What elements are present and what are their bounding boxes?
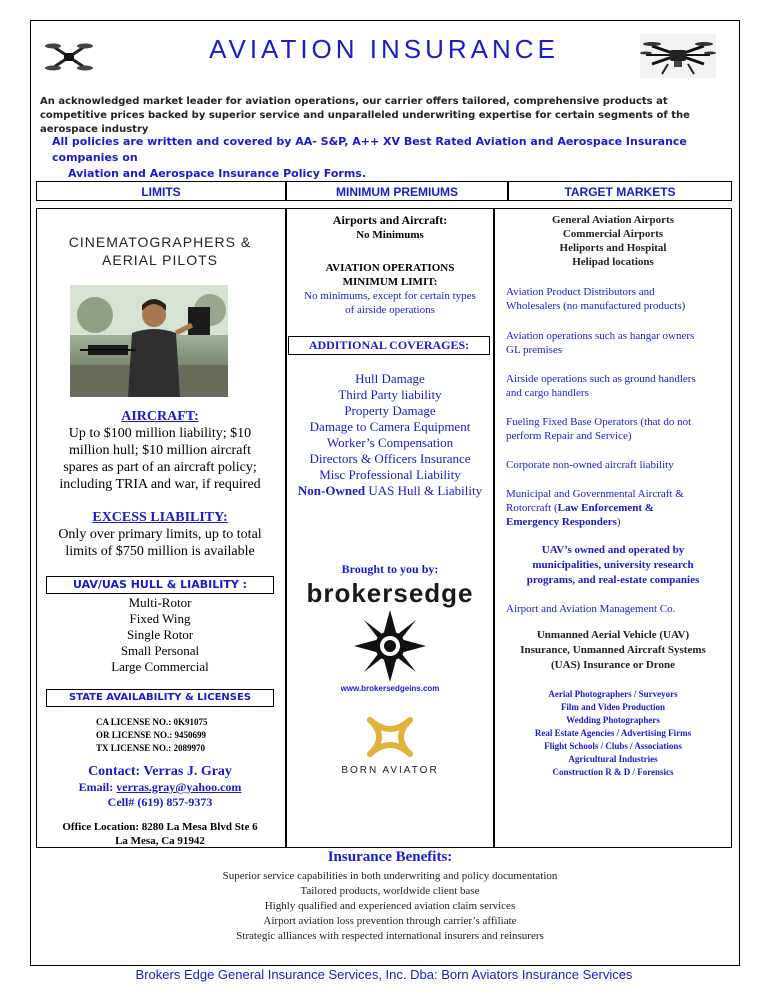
cinema-line-2: AERIAL PILOTS [102, 252, 218, 268]
airports-sub: No Minimums [356, 229, 424, 241]
market-item [506, 285, 732, 313]
benefits-title: Insurance Benefits: [327, 849, 453, 865]
license-item: TX LICENSE NO.: 2089970 [96, 743, 206, 753]
policy-statement [52, 134, 732, 182]
unmanned-line: Unmanned Aerial Vehicle (UAV) [536, 629, 690, 641]
aircraft-title: AIRCRAFT: [121, 409, 199, 424]
uav-title-box [46, 576, 274, 594]
photo-line: Flight Schools / Clubs / Associations [544, 741, 682, 751]
photo-line: Film and Video Production [560, 702, 666, 712]
ga-line: Commercial Airports [562, 228, 664, 240]
additional-coverages-title: ADDITIONAL COVERAGES: [308, 338, 470, 352]
uav-list [46, 595, 274, 675]
unmanned-section [498, 628, 728, 673]
ga-section [498, 213, 728, 269]
uavs-owned [498, 543, 728, 588]
aircraft-section [40, 408, 280, 493]
nonowned-bold: Non-Owned [297, 483, 366, 498]
market-item [506, 458, 732, 472]
coverage-item: Worker’s Compensation [326, 435, 454, 450]
email-label: Email: [78, 780, 114, 794]
email-link[interactable]: verras.gray@yahoo.com [116, 780, 242, 794]
state-title: STATE AVAILABILITY & LICENSES [68, 692, 252, 703]
market-line: perform Repair and Service) [506, 430, 632, 442]
header-premiums [286, 181, 508, 201]
office-line-1: Office Location: 8280 La Mesa Blvd Ste 6 [62, 821, 258, 833]
born-aviator-logo-icon [362, 712, 418, 762]
office-line-2: La Mesa, Ca 91942 [115, 835, 205, 847]
coverage-list [288, 371, 492, 499]
header-markets [508, 181, 732, 201]
header-limits [36, 181, 286, 201]
ga-line: Heliports and Hospital [559, 242, 667, 254]
excess-line: Only over primary limits, up to total [58, 527, 262, 542]
muni-line-3-post: ) [616, 516, 621, 528]
license-item: OR LICENSE NO.: 9450699 [96, 730, 207, 740]
drone-photo [640, 34, 716, 78]
contact-cell: Cell# (619) 857-9373 [107, 795, 213, 809]
excess-title: EXCESS LIABILITY: [92, 510, 228, 525]
uavs-line: UAV’s owned and operated by [541, 544, 685, 556]
coverage-item: Damage to Camera Equipment [309, 419, 471, 434]
market-line: Aviation operations such as hangar owners [506, 330, 695, 342]
market-line: Wholesalers (no manufactured products) [506, 300, 686, 312]
excess-line: limits of $750 million is available [65, 544, 255, 559]
benefit-item: Airport aviation loss prevention through carrier’s affiliate [263, 915, 517, 927]
brokersedge-logo: brokersedge [306, 578, 474, 608]
muni-line-2-pre: Rotorcraft ( [506, 502, 558, 514]
pilot-image [70, 285, 228, 397]
benefit-item: Superior service capabilities in both underwriting and policy documentation [222, 870, 558, 882]
license-item: CA LICENSE NO.: 0K91075 [96, 717, 208, 727]
photo-line: Agricultural Industries [568, 754, 658, 764]
cinema-line-1: CINEMATOGRAPHERS & [68, 234, 252, 250]
airport-mgmt: Airport and Aviation Management Co. [506, 603, 676, 615]
coverage-item: Third Party liability [338, 387, 442, 402]
contact-email-row [40, 780, 280, 795]
aircraft-line: including TRIA and war, if required [59, 477, 261, 492]
uavs-line: municipalities, university research [532, 559, 694, 571]
uav-item: Small Personal [120, 643, 200, 658]
header-markets-label: TARGET MARKETS [564, 185, 676, 199]
coverage-item: Hull Damage [355, 371, 425, 386]
muni-line-2-bold: Law Enforcement & [557, 502, 654, 514]
photographers-list [498, 688, 728, 779]
sun-logo-icon [354, 610, 426, 682]
born-aviator-logo-text: BORN AVIATOR [341, 765, 439, 776]
muni-line-2 [506, 501, 732, 515]
excess-section [40, 509, 280, 560]
state-title-box [46, 689, 274, 707]
municipal-item [506, 487, 732, 529]
market-line: and cargo handlers [506, 387, 589, 399]
nonowned-rest: UAS Hull & Liability [365, 483, 483, 498]
aircraft-line: Up to $100 million liability; $10 [68, 426, 252, 441]
additional-coverages-box [288, 336, 490, 355]
market-line: GL premises [506, 344, 563, 356]
cinema-heading [40, 233, 280, 269]
page-title: AVIATION INSURANCE [209, 34, 559, 64]
ops-line: No minimums, except for certain types [304, 290, 476, 302]
market-item [506, 329, 732, 357]
aircraft-line: million hull; $10 million aircraft [69, 443, 251, 458]
market-line: Aviation Product Distributors and [506, 286, 655, 298]
benefit-item: Tailored products, worldwide client base [300, 885, 480, 897]
header-premiums-label: MINIMUM PREMIUMS [336, 185, 458, 199]
uav-item: Single Rotor [126, 627, 194, 642]
photo-line: Real Estate Agencies / Advertising Firms [534, 728, 692, 738]
ops-title-2: MINIMUM LIMIT: [342, 276, 438, 288]
coverage-item: Misc Professional Liability [319, 467, 461, 482]
benefit-item: Highly qualified and experienced aviation claim services [264, 900, 516, 912]
footer-company: Brokers Edge General Insurance Services, Inc. Dba: Born Aviators Insurance Services [135, 967, 633, 982]
airports-title: Airports and Aircraft: [332, 213, 448, 227]
unmanned-line: Insurance, Unmanned Aircraft Systems [520, 644, 706, 656]
policy-line-1: All policies are written and covered by AA- S&P, A++ XV Best Rated Aviation and Aerospace Insurance companies on [52, 135, 687, 164]
market-line: Corporate non-owned aircraft liability [506, 459, 674, 471]
market-line: Airside operations such as ground handlers [506, 373, 696, 385]
contact-name: Contact: Verras J. Gray [88, 764, 232, 779]
market-line: Fueling Fixed Base Operators (that do not [506, 416, 692, 428]
benefits-list [150, 869, 630, 944]
benefit-item: Strategic alliances with respected international insurers and reinsurers [236, 930, 544, 942]
ga-line: General Aviation Airports [551, 214, 674, 226]
ops-section [288, 261, 492, 317]
aircraft-line: spares as part of an aircraft policy; [63, 460, 257, 475]
ops-title-1: AVIATION OPERATIONS [325, 262, 455, 274]
muni-line-3-bold: Emergency Responders [506, 516, 617, 528]
muni-line-3 [506, 515, 732, 529]
brought-by: Brought to you by: [341, 562, 439, 576]
intro-text: An acknowledged market leader for aviation operations, our carrier offers tailored, comprehensive products at competitive prices backed by superior service and unparalleled underwriting expertise for certain segments of the aerospace industry [40, 96, 690, 135]
website-text[interactable]: www.brokersedgeins.com [340, 684, 440, 693]
uav-item: Large Commercial [111, 659, 209, 674]
office-location [40, 820, 280, 848]
policy-line-2: Aviation and Aerospace Insurance Policy Forms. [68, 167, 367, 180]
uavs-line: programs, and real-estate companies [526, 574, 700, 586]
ops-line: of airside operations [345, 304, 435, 316]
uav-item: Fixed Wing [129, 611, 191, 626]
uav-item: Multi-Rotor [128, 595, 192, 610]
header-limits-label: LIMITS [141, 185, 181, 199]
coverage-nonowned [288, 483, 492, 499]
market-item [506, 372, 732, 400]
uav-title: UAV/UAS HULL & LIABILITY : [72, 578, 248, 591]
ga-line: Helipad locations [572, 256, 654, 268]
photo-line: Aerial Photographers / Surveyors [548, 689, 678, 699]
airports-section [288, 213, 492, 242]
license-list [96, 716, 276, 755]
pilot-photo [70, 285, 228, 397]
muni-line-1: Municipal and Governmental Aircraft & [506, 488, 684, 500]
photo-line: Construction R & D / Forensics [552, 767, 674, 777]
photo-line: Wedding Photographers [566, 715, 660, 725]
coverage-item: Directors & Officers Insurance [309, 451, 471, 466]
coverage-item: Property Damage [344, 403, 436, 418]
market-item [506, 415, 732, 443]
unmanned-line: (UAS) Insurance or Drone [551, 659, 675, 671]
